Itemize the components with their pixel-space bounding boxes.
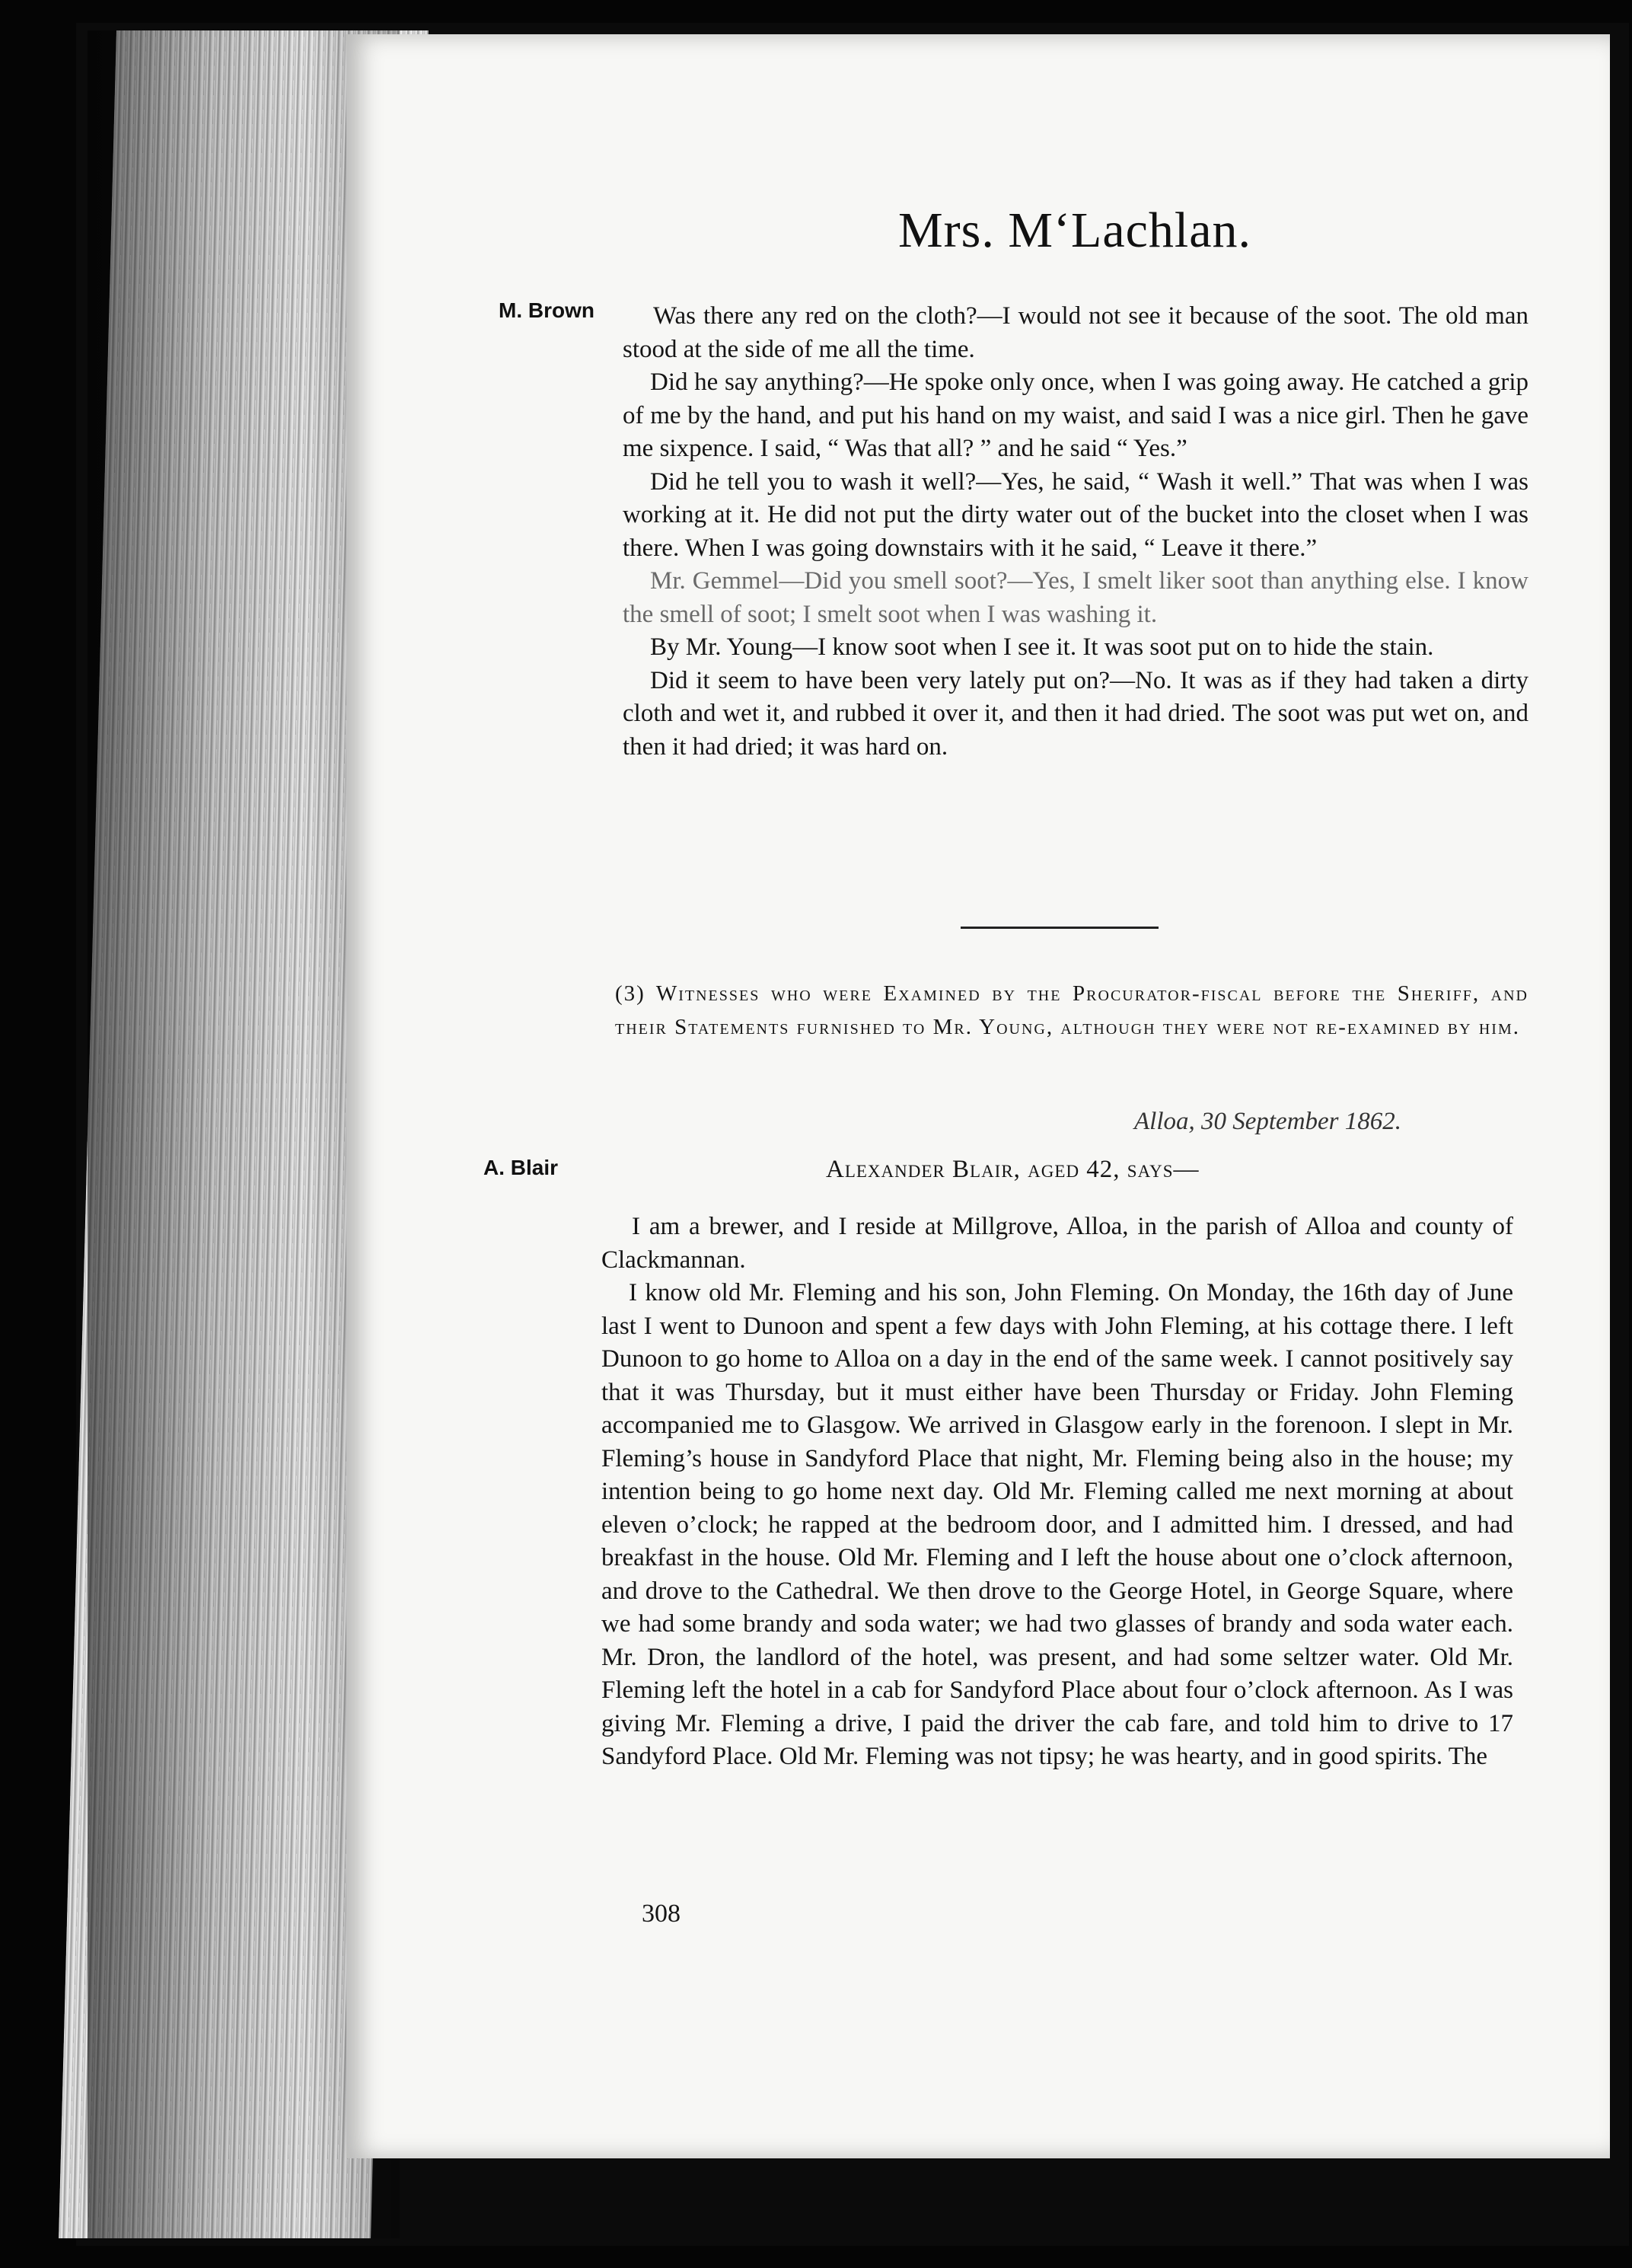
- paragraph: Did it seem to have been very lately put on?—No. It was as if they had taken a dirty cloth and wet it, and rubbed it over it, and then it had dried. The soot was put wet on, and then it had dried; it was hard on.: [623, 666, 1528, 761]
- dateline: Alloa, 30 September 1862.: [1134, 1108, 1402, 1135]
- page-number: 308: [642, 1900, 681, 1928]
- margin-name-blair: A. Blair: [483, 1156, 559, 1179]
- paragraph: Did he say anything?—He spoke only once, when I was going away. He catched a grip of me by the hand, and put his hand on my waist, and said I was a nice girl. Then he gave me sixpence. I said, “ Was that all? ” and he said “ Yes.”: [623, 368, 1528, 462]
- paragraph: By Mr. Young—I know soot when I see it. It was soot put on to hide the stain.: [650, 633, 1434, 661]
- paragraph: I know old Mr. Fleming and his son, John Fleming. On Monday, the 16th day of June last I went to Dunoon and spent a few days with John Fleming, at his cottage there. I left Dunoon to go home to Alloa on a day in the end of the same week. I cannot positively say that it was Thursday, but it must either have been Thursday or Friday. John Fleming accompanied me to Glasgow. We arrived in Glasgow early in the forenoon. I slept in Mr. Fleming’s house in Sandyford Place that night, Mr. Fleming being also in the house; my intention being to go home next day. Old Mr. Fleming called me next morning at about eleven o’clock; he rapped at the bedroom door, and I admitted him. I dressed, and had breakfast in the house. Old Mr. Fleming and I left the house about one o’clock afternoon, and drove to the Cathedral. We then drove to the George Hotel, in George Square, where we had some brandy and soda water; we had two glasses of brandy and soda water each. Mr. Dron, the landlord of the hotel, was present, and had some seltzer water. Old Mr. Fleming left the hotel in a cab for Sandyford Place about four o’clock afternoon. As I was giving Mr. Fleming a drive, I paid the driver the cab fare, and told him to drive to 17 Sandyford Place. Old Mr. Fleming was not tipsy; he was hearty, and in good spirits. The: [601, 1279, 1513, 1770]
- section-divider: [961, 927, 1159, 929]
- paragraph: Was there any red on the cloth?—I would not see it because of the soot. The old man stood at the side of me all the time.: [623, 302, 1528, 363]
- running-title: Mrs. M‘Lachlan.: [898, 203, 1252, 258]
- testimony-blair: [601, 1211, 1513, 1774]
- paragraph: Did he tell you to wash it well?—Yes, he said, “ Wash it well.” That was when I was working at it. He did not put the dirty water out of the bucket into the closet when I was there. When I was going downstairs with it he said, “ Leave it there.”: [623, 467, 1528, 562]
- section-heading: (3) Witnesses who were Examined by the Procurator-fiscal before the Sheriff, and their Statements furnished to Mr. Young, although they were not re-examined by him.: [615, 981, 1528, 1039]
- paragraph: Mr. Gemmel—Did you smell soot?—Yes, I smelt liker soot than anything else. I know the smell of soot; I smelt soot when I was washing it.: [623, 567, 1528, 628]
- margin-name-brown: M. Brown: [499, 298, 594, 322]
- witness-heading: Alexander Blair, aged 42, says—: [826, 1156, 1200, 1183]
- testimony-brown: [623, 300, 1528, 764]
- paragraph: I am a brewer, and I reside at Millgrove, Alloa, in the parish of Alloa and county of Clackmannan.: [601, 1213, 1513, 1274]
